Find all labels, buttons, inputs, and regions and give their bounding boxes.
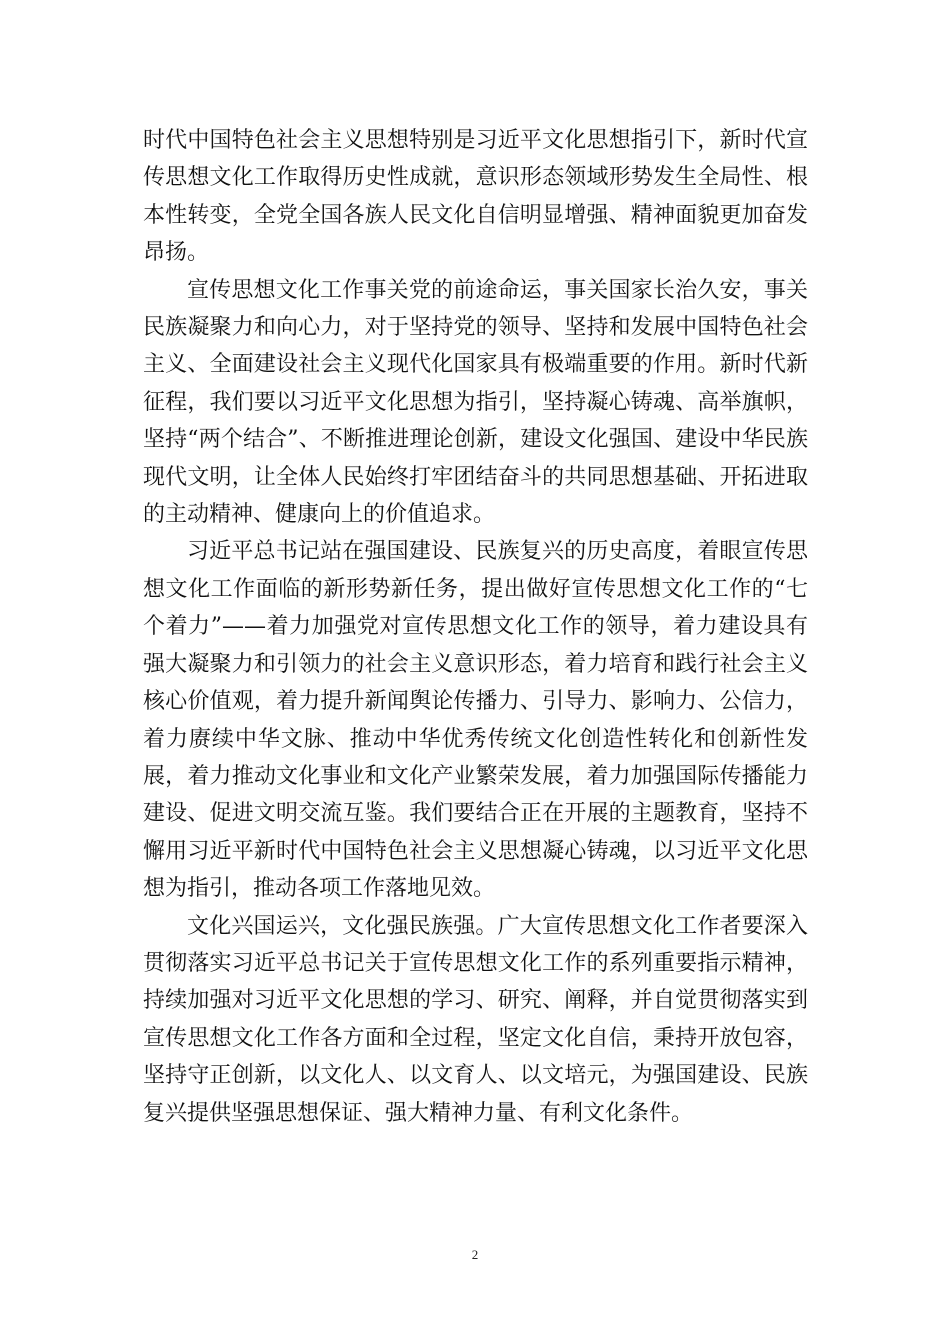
paragraph: 宣传思想文化工作事关党的前途命运，事关国家长治久安，事关民族凝聚力和向心力，对于坚持党的领导、坚持和发展中国特色社会主义、全面建设社会主义现代化国家具有极端重要的作用。新时代新征程，我们要以习近平文化思想为指引，坚持凝心铸魂、高举旗帜，坚持“两个结合”、不断推进理论创新，建设文化强国、建设中华民族现代文明，让全体人民始终打牢团结奋斗的共同思想基础、开拓进取的主动精神、健康向上的价值追求。 xyxy=(143,277,808,528)
paragraph: 习近平总书记站在强国建设、民族复兴的历史高度，着眼宣传思想文化工作面临的新形势新任务，提出做好宣传思想文化工作的“七个着力”——着力加强党对宣传思想文化工作的领导，着力建设具有强大凝聚力和引领力的社会主义意识形态，着力培育和践行社会主义核心价值观，着力提升新闻舆论传播力、引导力、影响力、公信力，着力赓续中华文脉、推动中华优秀传统文化创造性转化和创新性发展，着力推动文化事业和文化产业繁荣发展，着力加强国际传播能力建设、促进文明交流互鉴。我们要结合正在开展的主题教育，坚持不懈用习近平新时代中国特色社会主义思想凝心铸魂，以习近平文化思想为指引，推动各项工作落地见效。 xyxy=(143,539,808,902)
paragraph-continuation: 时代中国特色社会主义思想特别是习近平文化思想指引下，新时代宣传思想文化工作取得历史性成就，意识形态领域形势发生全局性、根本性转变，全党全国各族人民文化自信明显增强、精神面貌更加奋发昂扬。 xyxy=(143,128,808,266)
paragraph: 文化兴国运兴，文化强民族强。广大宣传思想文化工作者要深入贯彻落实习近平总书记关于宣传思想文化工作的系列重要指示精神，持续加强对习近平文化思想的学习、研究、阐释，并自觉贯彻落实到宣传思想文化工作各方面和全过程，坚定文化自信，秉持开放包容，坚持守正创新，以文化人、以文育人、以文培元，为强国建设、民族复兴提供坚强思想保证、强大精神力量、有利文化条件。 xyxy=(143,913,808,1126)
body-text xyxy=(143,122,808,1132)
page-number: 2 xyxy=(471,1247,479,1262)
